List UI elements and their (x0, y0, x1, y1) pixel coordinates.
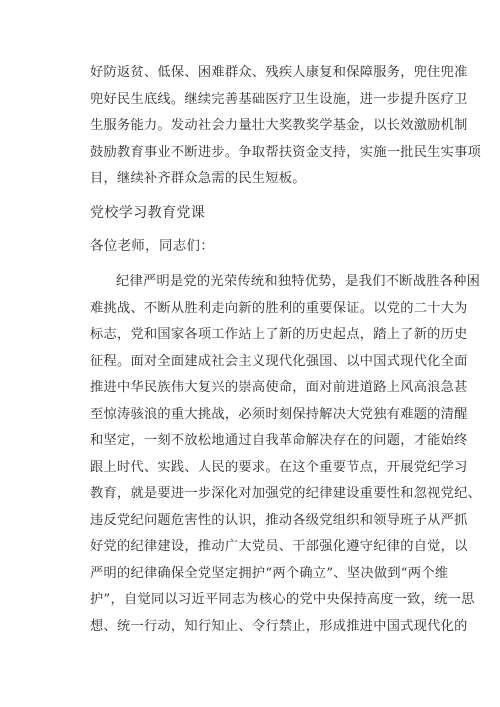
text-line: 标志，党和国家各项工作站上了新的历史起点，踏上了新的历史 (90, 327, 468, 342)
text-line: 纪律严明是党的光荣传统和独特优势，是我们不断战胜各种困 (116, 274, 481, 289)
text-line: 难挑战、不断从胜利走向新的胜利的重要保证。以党的二十大为 (90, 300, 468, 316)
text-line: 跟上时代、实践、人民的要求。在这个重要节点，开展党纪学习 (90, 459, 468, 475)
text-line: 护”，自觉同以习近平同志为核心的党中央保持高度一致，统一思 (90, 592, 475, 607)
salutation: 各位老师，同志们： (90, 239, 215, 254)
text-line: 征程。面对全面建成社会主义现代化强国、以中国式现代化全面 (90, 353, 468, 369)
text-line: 鼓励教育事业不断进步。争取帮扶资金支持，实施一批民生实事项 (90, 144, 482, 160)
text-line: 推进中华民族伟大复兴的崇高使命，面对前进道路上风高浪急甚 (90, 380, 468, 395)
text-line: 至惊涛骇浪的重大挑战，必须时刻保持解决大党独有难题的清醒 (90, 406, 468, 422)
text-line: 兜好民生底线。继续完善基础医疗卫生设施，进一步提升医疗卫 (90, 91, 468, 107)
text-line: 好党的纪律建设，推动广大党员、干部强化遵守纪律的自觉，以 (90, 539, 468, 554)
text-line: 想、统一行动，知行知止、令行禁止，形成推进中国式现代化的 (90, 618, 468, 634)
intro-paragraph (90, 60, 482, 193)
text-line: 严明的纪律确保全党坚定拥护“两个确立”、坚决做到“两个维 (90, 565, 449, 581)
text-line: 和坚定，一刻不放松地通过自我革命解决存在的问题，才能始终 (90, 433, 468, 448)
body-paragraph (90, 269, 482, 640)
text-line: 生服务能力。发动社会力量壮大奖教奖学基金，以长效激励机制 (90, 118, 468, 133)
text-line: 违反党纪问题危害性的认识，推动各级党组织和领导班子从严抓 (90, 512, 468, 528)
section-title: 党校学习教育党课 (90, 205, 206, 221)
text-line: 目，继续补齐群众急需的民生短板。 (90, 171, 306, 186)
text-line: 好防返贫、低保、困难群众、残疾人康复和保障服务，兜住兜准 (90, 65, 468, 80)
text-line: 教育，就是要进一步深化对加强党的纪律建设重要性和忽视党纪、 (90, 486, 482, 501)
